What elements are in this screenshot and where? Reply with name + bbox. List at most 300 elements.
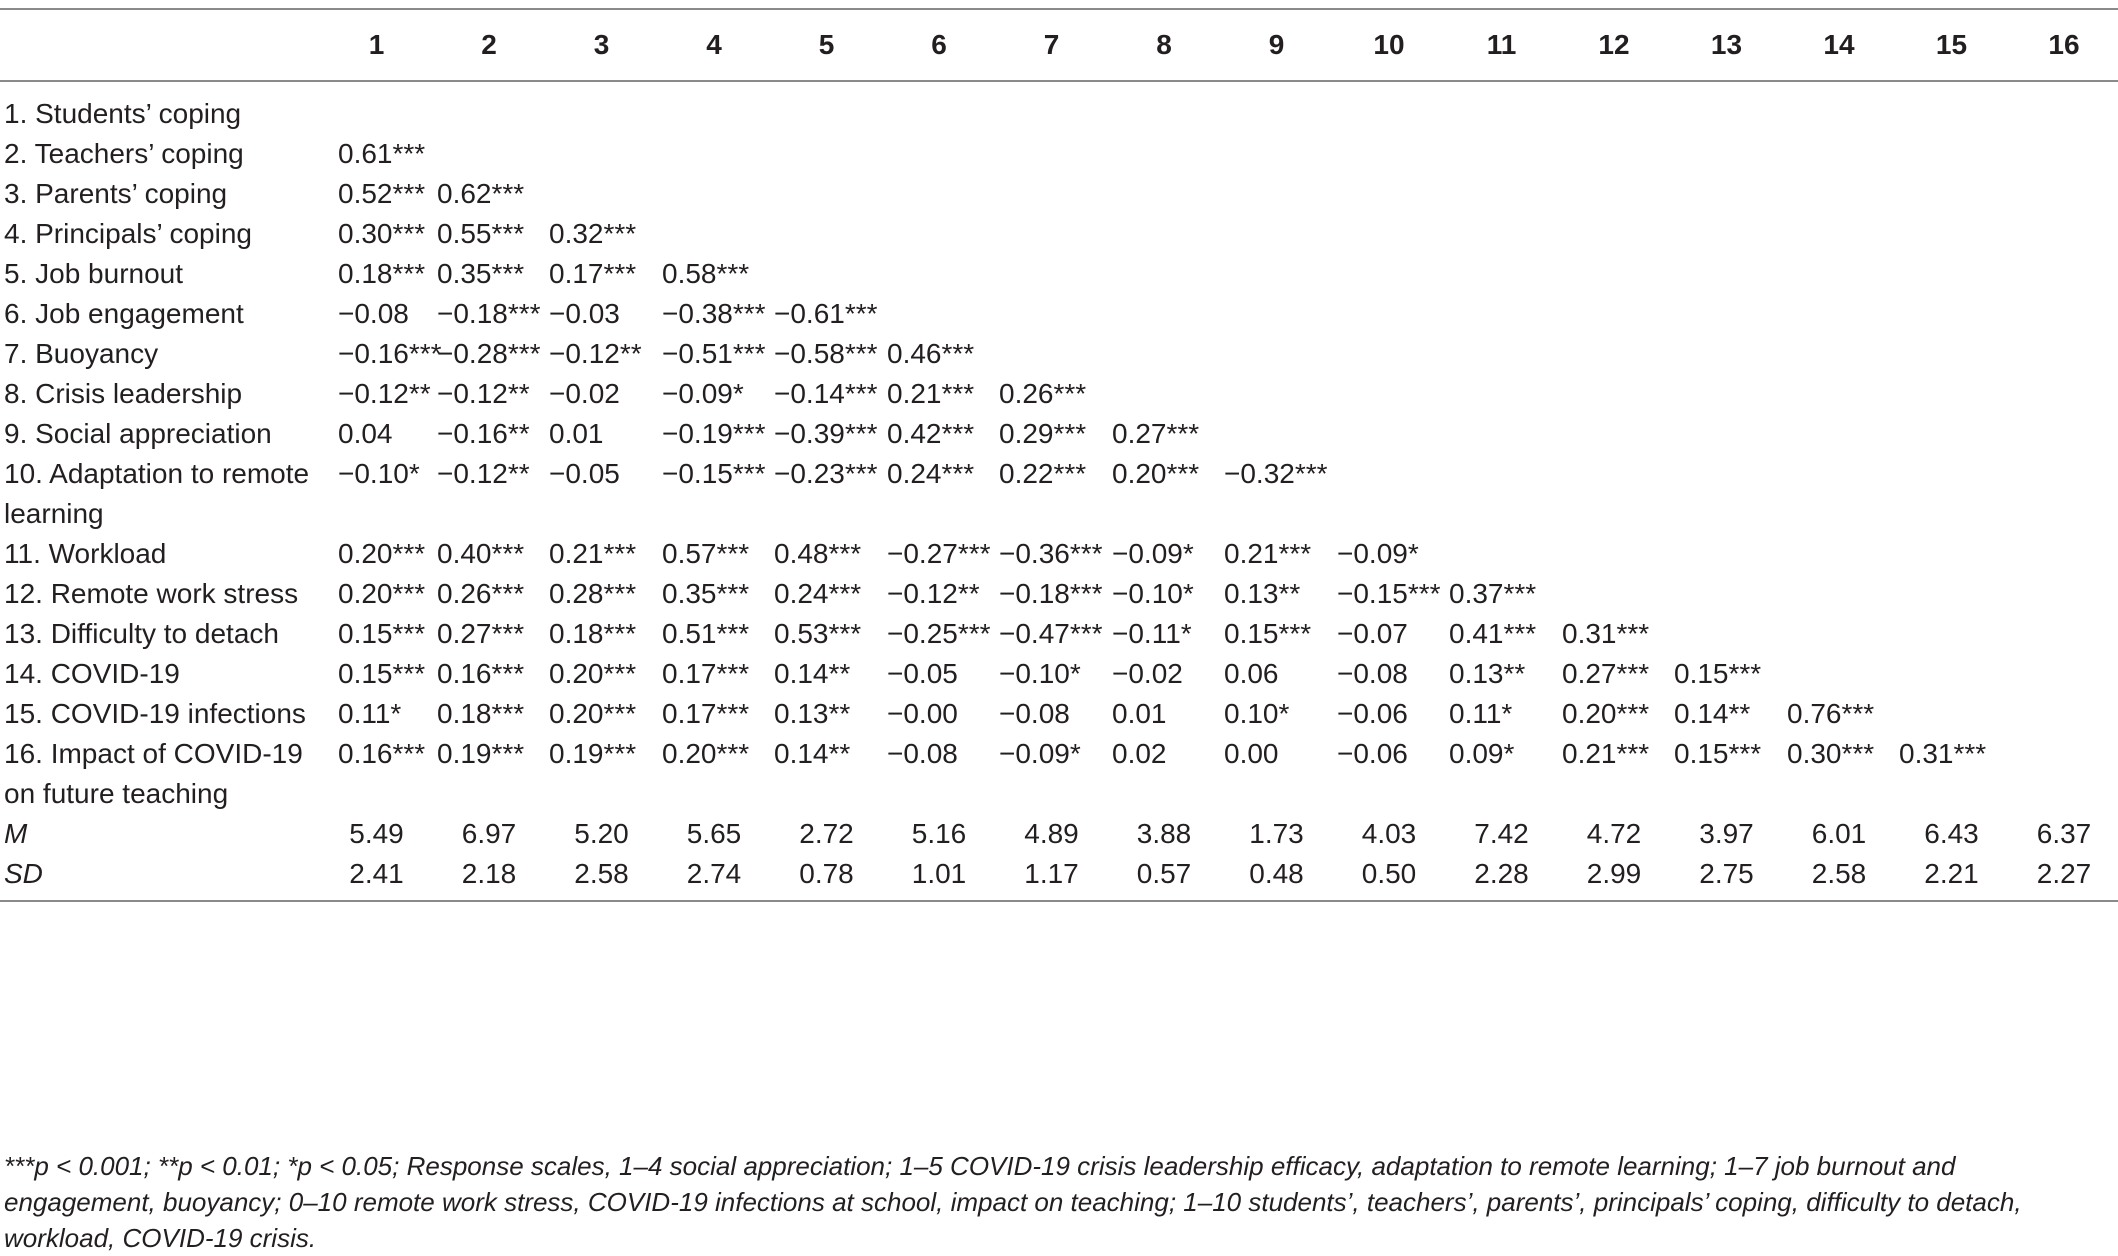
correlation-cell: 0.26*** xyxy=(437,578,525,609)
column-header: 9 xyxy=(1220,9,1333,81)
empty-cell xyxy=(2008,454,2118,534)
empty-cell xyxy=(320,81,433,134)
empty-cell xyxy=(1895,374,2008,414)
stat-cell: 6.43 xyxy=(1924,818,1979,849)
empty-cell xyxy=(770,254,883,294)
empty-cell xyxy=(1895,214,2008,254)
correlation-cell: 0.20*** xyxy=(549,658,637,689)
empty-cell xyxy=(1895,334,2008,374)
stat-cell: 2.75 xyxy=(1670,854,1783,901)
correlation-cell: 0.19*** xyxy=(437,738,525,769)
correlation-cell: −0.07 xyxy=(1337,618,1408,649)
empty-cell xyxy=(1558,174,1670,214)
empty-cell xyxy=(2008,734,2118,814)
empty-cell xyxy=(1333,214,1445,254)
empty-cell xyxy=(1670,454,1783,534)
row-label: 9. Social appreciation xyxy=(4,418,272,449)
row-label: 11. Workload xyxy=(4,538,167,569)
empty-cell xyxy=(1333,414,1445,454)
empty-cell xyxy=(995,134,1108,174)
correlation-cell: 0.62*** xyxy=(437,178,525,209)
stat-cell: 2.41 xyxy=(320,854,433,901)
column-header: 6 xyxy=(883,9,995,81)
empty-cell xyxy=(995,81,1108,134)
correlation-cell: −0.23*** xyxy=(774,458,878,489)
empty-cell xyxy=(1220,81,1333,134)
correlation-cell: −0.32*** xyxy=(1224,458,1328,489)
correlation-cell: 0.00 xyxy=(1224,738,1279,769)
row-label: 13. Difficulty to detach xyxy=(4,618,279,649)
empty-cell xyxy=(1783,534,1895,574)
empty-cell xyxy=(1333,174,1445,214)
correlation-cell: −0.00 xyxy=(887,698,958,729)
correlation-cell: −0.08 xyxy=(999,698,1070,729)
column-header: 14 xyxy=(1783,9,1895,81)
empty-cell xyxy=(1558,134,1670,174)
correlation-cell: 0.15*** xyxy=(338,658,426,689)
empty-cell xyxy=(1220,374,1333,414)
correlation-cell: 0.14** xyxy=(1674,698,1751,729)
row-label: 10. Adaptation to remote learning xyxy=(4,458,310,529)
empty-cell xyxy=(1783,81,1895,134)
row-label: 2. Teachers’ coping xyxy=(4,138,244,169)
empty-cell xyxy=(1895,694,2008,734)
correlation-cell: 0.32*** xyxy=(549,218,637,249)
empty-cell xyxy=(1108,214,1220,254)
stat-cell: 5.49 xyxy=(349,818,404,849)
empty-cell xyxy=(2008,694,2118,734)
empty-cell xyxy=(1895,174,2008,214)
empty-cell xyxy=(2008,654,2118,694)
correlation-cell: 0.27*** xyxy=(437,618,525,649)
empty-cell xyxy=(2008,534,2118,574)
correlation-cell: −0.15*** xyxy=(1337,578,1441,609)
correlation-cell: 0.20*** xyxy=(1562,698,1650,729)
correlation-cell: −0.39*** xyxy=(774,418,878,449)
empty-cell xyxy=(1670,134,1783,174)
empty-cell xyxy=(2008,214,2118,254)
correlation-cell: 0.31*** xyxy=(1899,738,1987,769)
empty-cell xyxy=(1558,334,1670,374)
correlation-cell: −0.03 xyxy=(549,298,620,329)
correlation-cell: −0.10* xyxy=(1112,578,1194,609)
column-header: 15 xyxy=(1895,9,2008,81)
empty-cell xyxy=(1670,374,1783,414)
empty-cell xyxy=(1895,454,2008,534)
table-row xyxy=(0,454,2118,534)
correlation-cell: 0.11* xyxy=(338,698,402,729)
stat-row xyxy=(0,854,2118,901)
stat-cell: 0.78 xyxy=(770,854,883,901)
empty-cell xyxy=(1783,174,1895,214)
correlation-cell: 0.16*** xyxy=(338,738,426,769)
stat-cell: 2.27 xyxy=(2008,854,2118,901)
empty-cell xyxy=(658,214,770,254)
empty-cell xyxy=(1558,374,1670,414)
stat-label: M xyxy=(4,818,28,849)
stat-cell: 2.99 xyxy=(1558,854,1670,901)
empty-cell xyxy=(770,81,883,134)
correlation-cell: −0.15*** xyxy=(662,458,766,489)
column-header: 7 xyxy=(995,9,1108,81)
stat-cell: 2.18 xyxy=(433,854,545,901)
empty-cell xyxy=(658,134,770,174)
correlation-cell: −0.02 xyxy=(549,378,620,409)
correlation-cell: 0.20*** xyxy=(1112,458,1200,489)
empty-cell xyxy=(1220,254,1333,294)
stat-cell: 6.97 xyxy=(461,818,517,849)
row-label: 16. Impact of COVID-19 on future teaching xyxy=(4,738,303,809)
correlation-cell: 0.27*** xyxy=(1562,658,1650,689)
empty-cell xyxy=(545,81,658,134)
correlation-cell: 0.31*** xyxy=(1562,618,1650,649)
correlation-cell: 0.04 xyxy=(338,418,393,449)
table-body xyxy=(0,81,2118,901)
empty-cell xyxy=(883,254,995,294)
empty-cell xyxy=(770,214,883,254)
empty-cell xyxy=(545,134,658,174)
correlation-cell: 0.02 xyxy=(1112,738,1167,769)
correlation-cell: −0.51*** xyxy=(662,338,766,369)
correlation-cell: −0.11* xyxy=(1112,618,1192,649)
empty-cell xyxy=(1895,81,2008,134)
empty-cell xyxy=(2008,174,2118,214)
correlation-cell: 0.01 xyxy=(1112,698,1167,729)
correlation-cell: 0.22*** xyxy=(999,458,1087,489)
empty-cell xyxy=(658,174,770,214)
empty-cell xyxy=(995,214,1108,254)
table-footnote: ***p < 0.001; **p < 0.01; *p < 0.05; Response scales, 1–4 social appreciation; 1–5 COVID-19 crisis leadership efficacy, adaptation to remote learning; 1–7 job burnout and engagement, buoyancy; 0–10 remote work stress, COVID-19 infections at school, impact on teaching; 1–10 students’, teachers’, parents’, principals’ coping, difficulty to detach, workload, COVID-19 crisis. xyxy=(4,1151,2022,1253)
empty-cell xyxy=(1333,81,1445,134)
empty-cell xyxy=(545,174,658,214)
empty-cell xyxy=(1108,254,1220,294)
correlation-cell: −0.36*** xyxy=(999,538,1103,569)
correlation-cell: 0.18*** xyxy=(437,698,525,729)
empty-cell xyxy=(1895,574,2008,614)
stat-cell: 2.58 xyxy=(545,854,658,901)
correlation-cell: −0.16*** xyxy=(338,338,442,369)
empty-cell xyxy=(658,81,770,134)
table-row xyxy=(0,81,2118,134)
correlation-cell: 0.57*** xyxy=(662,538,750,569)
correlation-cell: 0.58*** xyxy=(662,258,750,289)
correlation-cell: 0.20*** xyxy=(338,578,426,609)
column-header: 10 xyxy=(1333,9,1445,81)
table-row xyxy=(0,374,2118,414)
correlation-cell: −0.12** xyxy=(549,338,642,369)
stat-cell: 0.48 xyxy=(1220,854,1333,901)
correlation-cell: −0.06 xyxy=(1337,738,1408,769)
stat-cell: 0.50 xyxy=(1333,854,1445,901)
empty-cell xyxy=(1445,134,1558,174)
correlation-cell: 0.15*** xyxy=(338,618,426,649)
table-row xyxy=(0,534,2118,574)
correlation-cell: −0.08 xyxy=(338,298,409,329)
column-header: 3 xyxy=(545,9,658,81)
stat-cell: 2.58 xyxy=(1783,854,1895,901)
correlation-cell: 0.27*** xyxy=(1112,418,1200,449)
correlation-cell: −0.16** xyxy=(437,418,530,449)
correlation-cell: −0.09* xyxy=(1112,538,1194,569)
empty-cell xyxy=(883,134,995,174)
correlation-cell: 0.30*** xyxy=(1787,738,1875,769)
empty-cell xyxy=(1220,334,1333,374)
column-header: 2 xyxy=(433,9,545,81)
empty-cell xyxy=(1783,334,1895,374)
empty-cell xyxy=(1445,334,1558,374)
row-label: 14. COVID-19 xyxy=(4,658,180,689)
correlation-cell: −0.08 xyxy=(887,738,958,769)
empty-cell xyxy=(1445,294,1558,334)
correlation-cell: 0.29*** xyxy=(999,418,1087,449)
empty-cell xyxy=(995,294,1108,334)
empty-cell xyxy=(1895,134,2008,174)
empty-cell xyxy=(1220,174,1333,214)
empty-cell xyxy=(1220,134,1333,174)
row-label: 6. Job engagement xyxy=(4,298,244,329)
row-label: 3. Parents’ coping xyxy=(4,178,228,209)
stat-cell: 7.42 xyxy=(1474,818,1529,849)
correlation-cell: −0.09* xyxy=(662,378,744,409)
table-row xyxy=(0,294,2118,334)
stat-cell: 4.89 xyxy=(1024,818,1079,849)
column-header: 13 xyxy=(1670,9,1783,81)
column-header: 16 xyxy=(2008,9,2118,81)
table-row xyxy=(0,574,2118,614)
empty-cell xyxy=(1445,254,1558,294)
empty-cell xyxy=(1670,81,1783,134)
stat-cell: 5.20 xyxy=(574,818,629,849)
empty-cell xyxy=(1558,414,1670,454)
correlation-cell: 0.06 xyxy=(1224,658,1279,689)
empty-cell xyxy=(1783,134,1895,174)
empty-cell xyxy=(1670,254,1783,294)
table-row xyxy=(0,174,2118,214)
table-row xyxy=(0,414,2118,454)
empty-cell xyxy=(995,174,1108,214)
correlation-cell: −0.27*** xyxy=(887,538,991,569)
empty-cell xyxy=(1783,454,1895,534)
empty-cell xyxy=(1108,294,1220,334)
column-header: 11 xyxy=(1445,9,1558,81)
empty-cell xyxy=(2008,374,2118,414)
correlation-cell: 0.18*** xyxy=(549,618,637,649)
empty-cell xyxy=(433,81,545,134)
empty-cell xyxy=(1220,294,1333,334)
empty-cell xyxy=(1333,374,1445,414)
correlation-cell: 0.11* xyxy=(1449,698,1513,729)
table-row xyxy=(0,654,2118,694)
empty-cell xyxy=(2008,254,2118,294)
empty-cell xyxy=(1445,454,1558,534)
correlation-cell: −0.58*** xyxy=(774,338,878,369)
correlation-cell: 0.41*** xyxy=(1449,618,1537,649)
correlation-cell: 0.35*** xyxy=(437,258,525,289)
empty-cell xyxy=(1895,654,2008,694)
row-label: 4. Principals’ coping xyxy=(4,218,252,249)
correlation-cell: 0.20*** xyxy=(662,738,750,769)
empty-cell xyxy=(1783,374,1895,414)
row-label: 12. Remote work stress xyxy=(4,578,299,609)
empty-cell xyxy=(1670,534,1783,574)
correlation-cell: 0.35*** xyxy=(662,578,750,609)
empty-cell xyxy=(1445,374,1558,414)
correlation-cell: 0.13** xyxy=(774,698,851,729)
correlation-cell: 0.09* xyxy=(1449,738,1515,769)
correlation-cell: −0.02 xyxy=(1112,658,1183,689)
empty-cell xyxy=(1783,214,1895,254)
empty-cell xyxy=(2008,614,2118,654)
correlation-cell: 0.20*** xyxy=(338,538,426,569)
correlation-cell: 0.53*** xyxy=(774,618,862,649)
correlation-cell: 0.15*** xyxy=(1224,618,1312,649)
empty-cell xyxy=(1895,414,2008,454)
empty-cell xyxy=(2008,334,2118,374)
empty-cell xyxy=(2008,294,2118,334)
correlation-cell: −0.25*** xyxy=(887,618,991,649)
empty-cell xyxy=(1220,414,1333,454)
correlation-cell: −0.38*** xyxy=(662,298,766,329)
empty-cell xyxy=(1895,254,2008,294)
empty-cell xyxy=(1220,214,1333,254)
empty-cell xyxy=(1558,454,1670,534)
correlation-cell: −0.12** xyxy=(437,458,530,489)
correlation-cell: −0.18*** xyxy=(999,578,1103,609)
empty-cell xyxy=(1670,614,1783,654)
correlation-cell: 0.21*** xyxy=(887,378,975,409)
empty-cell xyxy=(1108,374,1220,414)
correlation-cell: 0.10* xyxy=(1224,698,1290,729)
correlation-cell: 0.51*** xyxy=(662,618,750,649)
empty-cell xyxy=(1445,81,1558,134)
empty-cell xyxy=(2008,134,2118,174)
empty-cell xyxy=(1108,334,1220,374)
table-row xyxy=(0,614,2118,654)
empty-cell xyxy=(1670,174,1783,214)
correlation-cell: 0.61*** xyxy=(338,138,426,169)
correlation-cell: −0.28*** xyxy=(437,338,541,369)
empty-cell xyxy=(1783,414,1895,454)
empty-cell xyxy=(1783,294,1895,334)
correlation-cell: −0.18*** xyxy=(437,298,541,329)
empty-cell xyxy=(1670,574,1783,614)
correlation-cell: 0.17*** xyxy=(662,698,750,729)
empty-cell xyxy=(1445,414,1558,454)
correlation-cell: −0.12** xyxy=(437,378,530,409)
empty-cell xyxy=(770,174,883,214)
stat-cell: 2.72 xyxy=(799,818,854,849)
correlation-cell: −0.08 xyxy=(1337,658,1408,689)
correlation-cell: −0.10* xyxy=(999,658,1081,689)
correlation-cell: −0.12** xyxy=(887,578,980,609)
stat-label: SD xyxy=(0,854,320,901)
column-header: 12 xyxy=(1558,9,1670,81)
table-row xyxy=(0,694,2118,734)
table-row xyxy=(0,134,2118,174)
correlation-cell: 0.13** xyxy=(1224,578,1301,609)
stat-cell: 1.73 xyxy=(1249,818,1304,849)
correlation-cell: 0.40*** xyxy=(437,538,525,569)
correlation-cell: −0.61*** xyxy=(774,298,878,329)
empty-cell xyxy=(1558,81,1670,134)
empty-cell xyxy=(1895,614,2008,654)
correlation-table xyxy=(0,8,2118,902)
table-row xyxy=(0,734,2118,814)
empty-cell xyxy=(883,174,995,214)
stat-cell: 4.72 xyxy=(1586,818,1642,849)
row-label: 1. Students’ coping xyxy=(4,98,242,129)
empty-cell xyxy=(1445,174,1558,214)
empty-cell xyxy=(1108,81,1220,134)
empty-cell xyxy=(1783,654,1895,694)
correlation-cell: −0.19*** xyxy=(662,418,766,449)
correlation-cell: 0.14** xyxy=(774,738,851,769)
correlation-cell: 0.17*** xyxy=(549,258,637,289)
correlation-cell: 0.13** xyxy=(1449,658,1526,689)
empty-cell xyxy=(883,81,995,134)
correlation-cell: −0.12** xyxy=(338,378,431,409)
table-row xyxy=(0,334,2118,374)
correlation-cell: 0.76*** xyxy=(1787,698,1875,729)
correlation-cell: 0.18*** xyxy=(338,258,426,289)
correlation-cell: 0.19*** xyxy=(549,738,637,769)
empty-cell xyxy=(1783,574,1895,614)
empty-cell xyxy=(770,134,883,174)
correlation-cell: −0.09* xyxy=(999,738,1081,769)
stat-cell: 2.21 xyxy=(1895,854,2008,901)
empty-cell xyxy=(1108,134,1220,174)
correlation-cell: 0.21*** xyxy=(1562,738,1650,769)
empty-cell xyxy=(1445,534,1558,574)
stat-cell: 5.16 xyxy=(911,818,967,849)
empty-cell xyxy=(1670,294,1783,334)
table-row xyxy=(0,214,2118,254)
empty-cell xyxy=(1670,334,1783,374)
row-label: 7. Buoyancy xyxy=(4,338,159,369)
empty-cell xyxy=(1333,254,1445,294)
empty-cell xyxy=(1108,174,1220,214)
empty-cell xyxy=(1558,534,1670,574)
empty-cell xyxy=(1895,294,2008,334)
correlation-cell: 0.55*** xyxy=(437,218,525,249)
stat-cell: 3.97 xyxy=(1699,818,1754,849)
correlation-cell: 0.24*** xyxy=(774,578,862,609)
empty-cell xyxy=(1333,454,1445,534)
correlation-cell: −0.05 xyxy=(887,658,958,689)
empty-cell xyxy=(433,134,545,174)
column-header: 1 xyxy=(320,9,433,81)
empty-cell xyxy=(1558,574,1670,614)
correlation-cell: −0.47*** xyxy=(999,618,1103,649)
correlation-cell: 0.24*** xyxy=(887,458,975,489)
correlation-cell: 0.14** xyxy=(774,658,851,689)
empty-cell xyxy=(995,334,1108,374)
correlation-cell: 0.46*** xyxy=(887,338,975,369)
stat-cell: 4.03 xyxy=(1361,818,1417,849)
correlation-cell: 0.28*** xyxy=(549,578,637,609)
correlation-cell: −0.06 xyxy=(1337,698,1408,729)
correlation-cell: 0.20*** xyxy=(549,698,637,729)
empty-cell xyxy=(1333,294,1445,334)
empty-cell xyxy=(2008,574,2118,614)
column-header: 8 xyxy=(1108,9,1220,81)
empty-cell xyxy=(883,294,995,334)
empty-cell xyxy=(995,254,1108,294)
stat-cell: 2.74 xyxy=(658,854,770,901)
empty-cell xyxy=(2008,414,2118,454)
correlation-cell: −0.14*** xyxy=(774,378,878,409)
empty-cell xyxy=(1783,614,1895,654)
